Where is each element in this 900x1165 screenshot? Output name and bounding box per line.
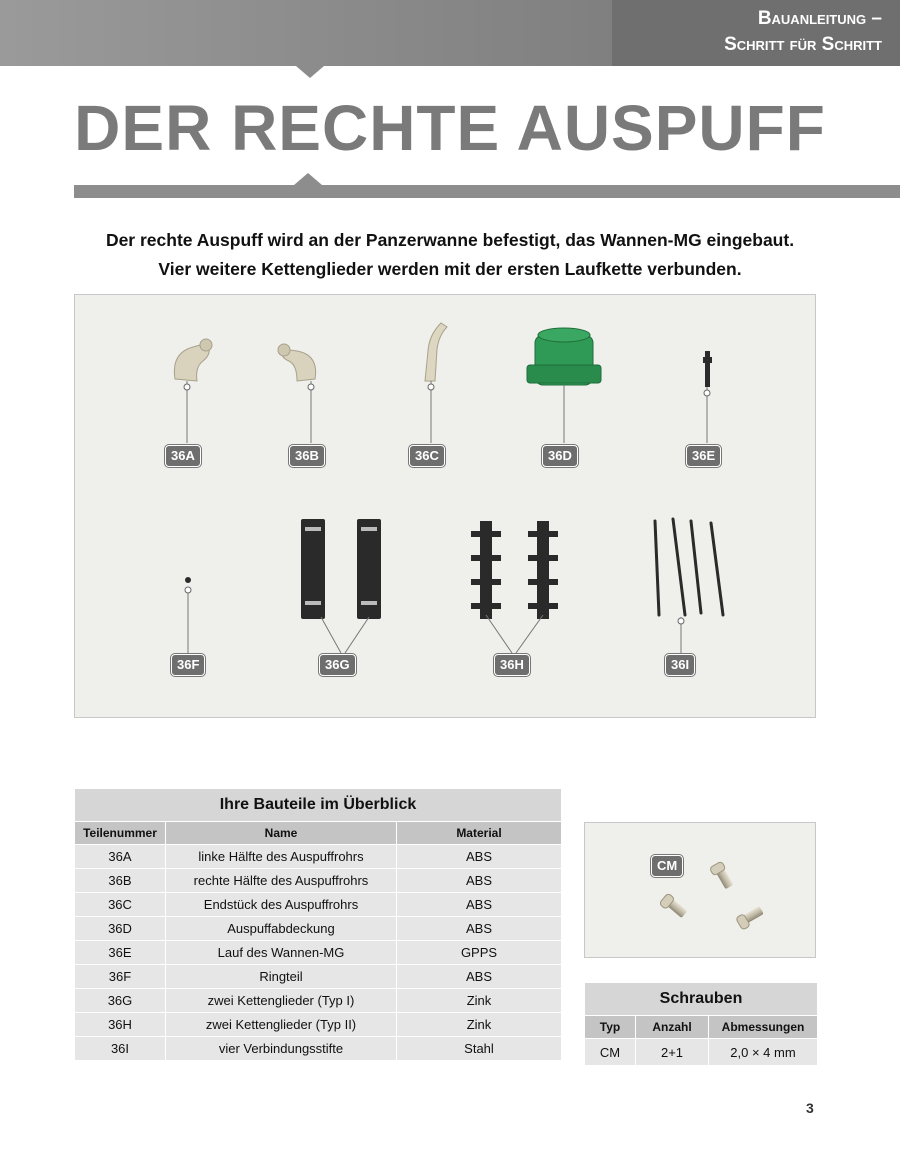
cell-material: GPPS: [397, 941, 562, 965]
cell-part-number: 36I: [75, 1037, 166, 1061]
page-title: DER RECHTE AUSPUFF: [74, 92, 826, 164]
cell-screw-type: CM: [585, 1039, 636, 1066]
part-36f: [185, 577, 191, 583]
intro-text: [40, 226, 860, 284]
cell-material: ABS: [397, 845, 562, 869]
cell-part-number: 36C: [75, 893, 166, 917]
label-36a: 36A: [165, 445, 201, 467]
part-36d: [527, 328, 601, 385]
label-36f: 36F: [171, 654, 205, 676]
table-row: [75, 893, 562, 917]
part-36h: [471, 521, 558, 619]
cell-part-name: linke Hälfte des Auspuffrohrs: [166, 845, 397, 869]
label-36g: 36G: [319, 654, 356, 676]
page-number: 3: [806, 1100, 814, 1116]
label-cm: CM: [651, 855, 683, 877]
intro-line-2: Vier weitere Kettenglieder werden mit der ersten Laufkette verbunden.: [158, 259, 742, 279]
table-row: [75, 941, 562, 965]
table-row: [75, 965, 562, 989]
cell-part-number: 36E: [75, 941, 166, 965]
header-line-1: Bauanleitung –: [757, 8, 882, 29]
cell-screw-count: 2+1: [636, 1039, 709, 1066]
cell-part-name: rechte Hälfte des Auspuffrohrs: [166, 869, 397, 893]
table-row: [75, 869, 562, 893]
cell-part-name: vier Verbindungsstifte: [166, 1037, 397, 1061]
parts-photo: [74, 294, 816, 718]
screw-image: [740, 906, 764, 925]
part-36i: [655, 519, 723, 615]
part-36a: [174, 339, 212, 381]
col-material: Material: [397, 822, 562, 845]
cell-material: ABS: [397, 917, 562, 941]
cell-material: Zink: [397, 989, 562, 1013]
screws-photo: [584, 822, 816, 958]
cell-part-name: Endstück des Auspuffrohrs: [166, 893, 397, 917]
cell-material: Stahl: [397, 1037, 562, 1061]
leader-dots: [184, 384, 710, 624]
cell-part-name: Lauf des Wannen-MG: [166, 941, 397, 965]
col-anzahl: Anzahl: [636, 1016, 709, 1039]
section-header: [612, 0, 900, 66]
label-36h: 36H: [494, 654, 530, 676]
label-36i: 36I: [665, 654, 695, 676]
screw-image: [665, 897, 688, 918]
header-line-2: Schritt für Schritt: [724, 34, 882, 55]
label-36b: 36B: [289, 445, 325, 467]
title-divider: [74, 185, 900, 198]
col-abmessungen: Abmessungen: [709, 1016, 818, 1039]
cell-part-number: 36F: [75, 965, 166, 989]
cell-part-number: 36G: [75, 989, 166, 1013]
col-teilenummer: Teilenummer: [75, 822, 166, 845]
screws-table: [584, 982, 818, 1066]
label-36c: 36C: [409, 445, 445, 467]
leader-lines: [187, 381, 707, 653]
cell-material: ABS: [397, 965, 562, 989]
cell-material: Zink: [397, 1013, 562, 1037]
col-typ: Typ: [585, 1016, 636, 1039]
label-36d: 36D: [542, 445, 578, 467]
table-row: [75, 917, 562, 941]
screws-table-caption: Schrauben: [585, 983, 818, 1016]
table-row: [75, 1013, 562, 1037]
table-row: [75, 1037, 562, 1061]
cell-part-name: Ringteil: [166, 965, 397, 989]
cell-screw-dimensions: 2,0 × 4 mm: [709, 1039, 818, 1066]
cell-material: ABS: [397, 893, 562, 917]
table-row: [585, 1039, 818, 1066]
part-36c: [425, 323, 447, 381]
intro-line-1: Der rechte Auspuff wird an der Panzerwanne befestigt, das Wannen-MG eingebaut.: [105, 230, 795, 250]
cell-part-number: 36H: [75, 1013, 166, 1037]
parts-table: [74, 788, 562, 1061]
cell-part-name: zwei Kettenglieder (Typ II): [166, 1013, 397, 1037]
cell-part-name: zwei Kettenglieder (Typ I): [166, 989, 397, 1013]
cell-material: ABS: [397, 869, 562, 893]
part-36g: [301, 519, 381, 619]
cell-part-number: 36B: [75, 869, 166, 893]
label-36e: 36E: [686, 445, 721, 467]
cell-part-name: Auspuffabdeckung: [166, 917, 397, 941]
table-row: [75, 845, 562, 869]
cell-part-number: 36D: [75, 917, 166, 941]
table-row: [75, 989, 562, 1013]
screw-image: [715, 866, 734, 890]
part-36b: [278, 344, 316, 381]
parts-table-caption: Ihre Bauteile im Überblick: [75, 789, 562, 822]
col-name: Name: [166, 822, 397, 845]
part-36e: [703, 351, 712, 387]
cell-part-number: 36A: [75, 845, 166, 869]
